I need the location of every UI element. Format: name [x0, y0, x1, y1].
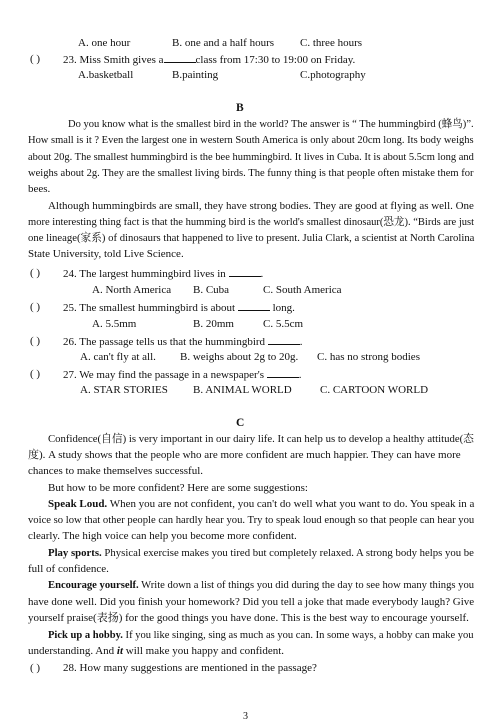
q27-stem: [63, 368, 301, 382]
q27-post: .: [298, 369, 302, 381]
q23-pre: 23. Miss Smith gives a: [63, 54, 164, 66]
passage-b-line: Do you know what is the smallest bird in the world? The answer is “ The hummingbird (蜂鸟)”.: [68, 118, 474, 130]
q24-post: .: [260, 268, 264, 280]
q28-paren: ( ): [30, 662, 41, 674]
q25-post: long.: [272, 302, 295, 314]
q23-option-c: C.photography: [300, 69, 366, 81]
q24-pre: 24. The largest hummingbird lives in: [63, 268, 226, 280]
play-sports-line: full of confidence.: [28, 563, 109, 575]
q24-stem: [63, 267, 263, 281]
q24-option-c: C. South America: [263, 284, 342, 296]
q26-post: .: [299, 336, 303, 348]
q25-option-a: A. 5.5mm: [92, 318, 137, 330]
play-sports-paragraph: [48, 547, 474, 560]
q26-blank: [268, 335, 300, 345]
passage-c-line: But how to be more confident? Here are some suggestions:: [48, 482, 308, 494]
play-sports-title: Play sports.: [48, 547, 102, 559]
hobby-line: [28, 645, 284, 658]
q25-blank: [238, 301, 270, 311]
q26-option-a: A. can't fly at all.: [80, 351, 156, 363]
q27-option-a: A. STAR STORIES: [80, 384, 168, 396]
q22-option-c: C. three hours: [300, 37, 363, 49]
q27-paren: ( ): [30, 368, 41, 380]
hobby-text-post: will make you happy and confident.: [123, 645, 285, 657]
q26-option-c: C. has no strong bodies: [317, 351, 420, 363]
passage-c-line: Confidence(自信) is very important in our dairy life. It can help us to develop a healthy attitude(态: [48, 433, 474, 445]
encourage-paragraph: [48, 579, 474, 592]
speak-loud-text: When you are not confident, you can't do well what you want to do. You speak in a: [107, 498, 475, 510]
encourage-line: have done well. Did you finish your homework? Did you tell a joke that made everybody laugh? Give: [28, 596, 475, 608]
encourage-title: Encourage yourself.: [48, 579, 139, 591]
passage-b-line: more interesting thing fact is that the humming bird is the world's smallest dinosaur(恐龙). “Birds are just: [28, 216, 475, 228]
q23-blank: [164, 53, 196, 63]
passage-c-line: chances to make themselves successful.: [28, 465, 204, 477]
speak-loud-paragraph: [48, 498, 474, 511]
passage-b-line: State University, told Live Science.: [28, 248, 184, 260]
hobby-text: If you like singing, sing as much as you can. In some ways, a hobby can make you: [122, 629, 474, 641]
q24-option-a: A. North America: [92, 284, 172, 296]
speak-loud-line: clearly. The high voice can help you become more confident.: [28, 530, 297, 542]
page-number: 3: [243, 711, 248, 722]
q24-blank: [229, 267, 261, 277]
q26-stem: [63, 335, 303, 349]
q27-option-c: C. CARTOON WORLD: [320, 384, 429, 396]
q27-option-b: B. ANIMAL WORLD: [193, 384, 292, 396]
passage-b-line: weighs about 2g. They are the smallest living birds. The funny thing is that people often mistake them for: [28, 167, 474, 179]
section-c-heading: C: [236, 417, 245, 429]
encourage-line: yourself praise(表扬) for the good things you have done. This is the best way to encourage yourself.: [28, 612, 469, 624]
q26-option-b: B. weighs about 2g to 20g.: [180, 351, 299, 363]
q25-option-b: B. 20mm: [193, 318, 234, 330]
q23-paren: ( ): [30, 53, 41, 65]
q25-option-c: C. 5.5cm: [263, 318, 304, 330]
speak-loud-line: voice so low that other people can hardly hear you. Try to speak loud enough so that people can hear you: [28, 514, 475, 526]
hobby-text-pre: understanding. And: [28, 645, 117, 657]
q24-paren: ( ): [30, 267, 41, 279]
q22-option-a: A. one hour: [78, 37, 131, 49]
q23-stem: [63, 53, 355, 67]
passage-b-line: one lineage(家系) of dinosaurs that happened to live to present. Julia Clark, a scientist at North Carolina: [28, 232, 475, 244]
q27-blank: [267, 368, 299, 378]
q26-pre: 26. The passage tells us that the hummingbird: [63, 336, 266, 348]
q28-stem: 28. How many suggestions are mentioned in the passage?: [63, 662, 317, 674]
q25-pre: 25. The smallest hummingbird is about: [63, 302, 236, 314]
q25-stem: [63, 301, 295, 315]
hobby-emphasis: it: [116, 645, 124, 657]
q27-pre: 27. We may find the passage in a newspaper's: [63, 369, 264, 381]
q23-option-a: A.basketball: [78, 69, 134, 81]
passage-b-line: Although hummingbirds are small, they have strong bodies. They are good at flying as well. One: [48, 200, 474, 212]
play-sports-text: Physical exercise makes you tired but completely relaxed. A strong body helps you be: [101, 547, 474, 559]
q23-option-b: B.painting: [172, 69, 219, 81]
passage-c-line: 度). A study shows that the people who are more confident are much happier. They can have more: [28, 449, 461, 461]
q26-paren: ( ): [30, 335, 41, 347]
passage-b-line: bees.: [28, 183, 51, 195]
speak-loud-title: Speak Loud.: [48, 498, 108, 510]
q25-paren: ( ): [30, 301, 41, 313]
q23-post: class from 17:30 to 19:00 on Friday.: [195, 54, 356, 66]
hobby-paragraph: [48, 629, 474, 642]
section-b-heading: B: [236, 102, 244, 114]
encourage-text: Write down a list of things you did during the day to see how many things you: [138, 579, 475, 591]
passage-b-line: about 20g. The smallest hummingbird is the bee hummingbird. It lives in Cuba. It is about 5.5cm long and: [28, 151, 474, 163]
q22-option-b: B. one and a half hours: [172, 37, 275, 49]
q24-option-b: B. Cuba: [193, 284, 230, 296]
hobby-title: Pick up a hobby.: [48, 629, 123, 641]
passage-b-line: How small is it ? Even the largest one in western South America is only about 20cm long. Its body weighs: [28, 134, 474, 146]
